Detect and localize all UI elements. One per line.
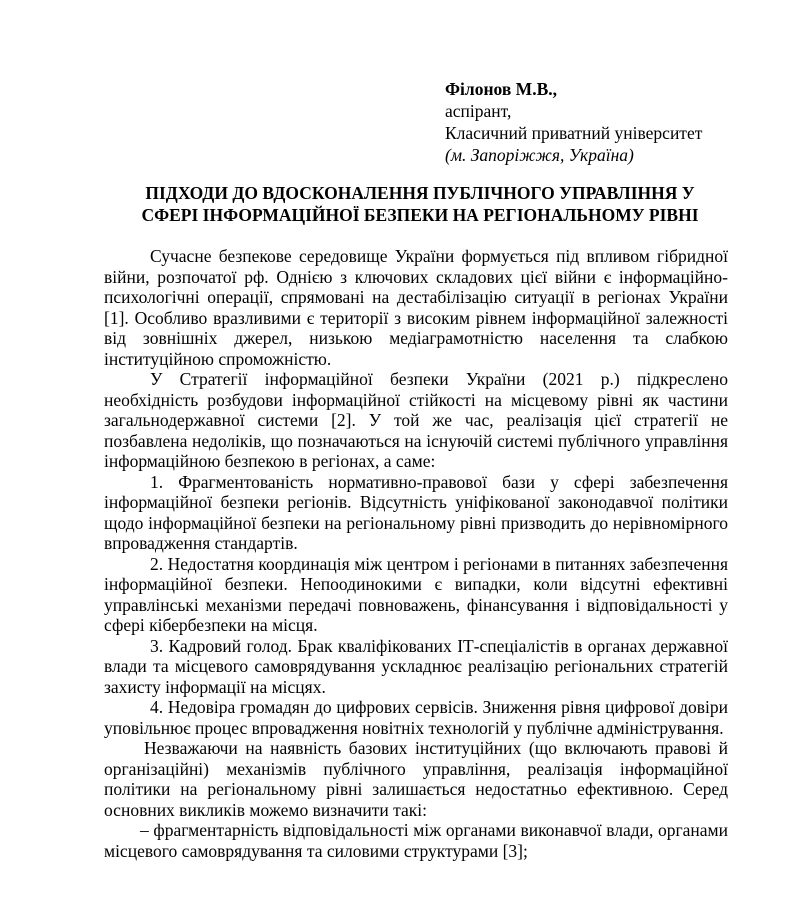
list-text: Кадровий голод. Брак кваліфікованих ІТ-спеціалістів в органах державної влади та місцевого самоврядування ускладнює реалізацію регіональних стратегій захисту інформації на місцях. [104, 635, 729, 697]
list-number: 3. [150, 635, 164, 656]
list-text: Фрагментованість нормативно-правової бази у сфері забезпечення інформаційної безпеки регіонів. Відсутність уніфікованої законодавчої політики щодо інформаційної безпеки на регіональному рівні призводить до нерівномірного впровадження стандартів. [104, 471, 728, 553]
list-number: 4. [150, 697, 164, 717]
article-body [104, 246, 728, 861]
article-title [100, 182, 740, 226]
list-item-1 [104, 472, 728, 554]
author-affiliation: Класичний приватний університет [445, 123, 703, 143]
list-item-4 [104, 697, 728, 738]
author-name: Філонов М.В., [445, 79, 557, 99]
paragraph-2: У Стратегії інформаційної безпеки України (2021 р.) підкреслено необхідність розбудови інформаційної стійкості на місцевому рівні як частини загальнодержавної системи [2]. У той же час, реалізація цієї стратегії не позбавлена недоліків, що позначаються на існуючій системі публічного управління інформаційною безпекою в регіонах, а саме: [104, 369, 728, 471]
list-text: Недовіра громадян до цифрових сервісів. Зниження рівня цифрової довіри уповільнює процес впровадження новітніх технологій у публічне адміністрування. [104, 697, 729, 738]
paragraph-3: Незважаючи на наявність базових інституційних (що включають правові й організаційні) механізмів публічного управління, реалізація інформаційної політики на регіональному рівні залишається недостатньо ефективною. Серед основних викликів можемо визначити такі: [104, 738, 728, 820]
list-number: 2. [150, 553, 164, 574]
author-position: аспірант, [445, 101, 512, 121]
title-line-2: СФЕРІ ІНФОРМАЦІЙНОЇ БЕЗПЕКИ НА РЕГІОНАЛЬНОМУ РІВНІ [141, 205, 699, 225]
dash-item-1: – фрагментарність відповідальності між органами виконавчої влади, органами місцевого самоврядування та силовими структурами [3]; [104, 820, 728, 861]
paragraph-1: Сучасне безпекове середовище України формується під впливом гібридної війни, розпочатої рф. Однією з ключових складових цієї війни є інформаційно-психологічні операції, спрямовані на дестабілізацію ситуації в регіонах України [1]. Особливо вразливими є території з високим рівнем інформаційної залежності від зовнішніх джерел, низькою медіаграмотністю населення та слабкою інституційною спроможністю. [104, 246, 728, 369]
list-item-2 [104, 554, 728, 636]
author-block [445, 78, 702, 166]
title-line-1: ПІДХОДИ ДО ВДОСКОНАЛЕННЯ ПУБЛІЧНОГО УПРАВЛІННЯ У [145, 183, 695, 203]
list-text: Недостатня координація між центром і регіонами в питаннях забезпечення інформаційної безпеки. Непоодинокими є випадки, коли відсутні ефективні управлінські механізми передачі повноважень, фінансування і відповідальності у сфері кібербезпеки на місця. [104, 553, 728, 635]
author-location: (м. Запоріжжя, Україна) [445, 145, 634, 165]
list-number: 1. [150, 471, 164, 492]
list-item-3 [104, 636, 728, 698]
